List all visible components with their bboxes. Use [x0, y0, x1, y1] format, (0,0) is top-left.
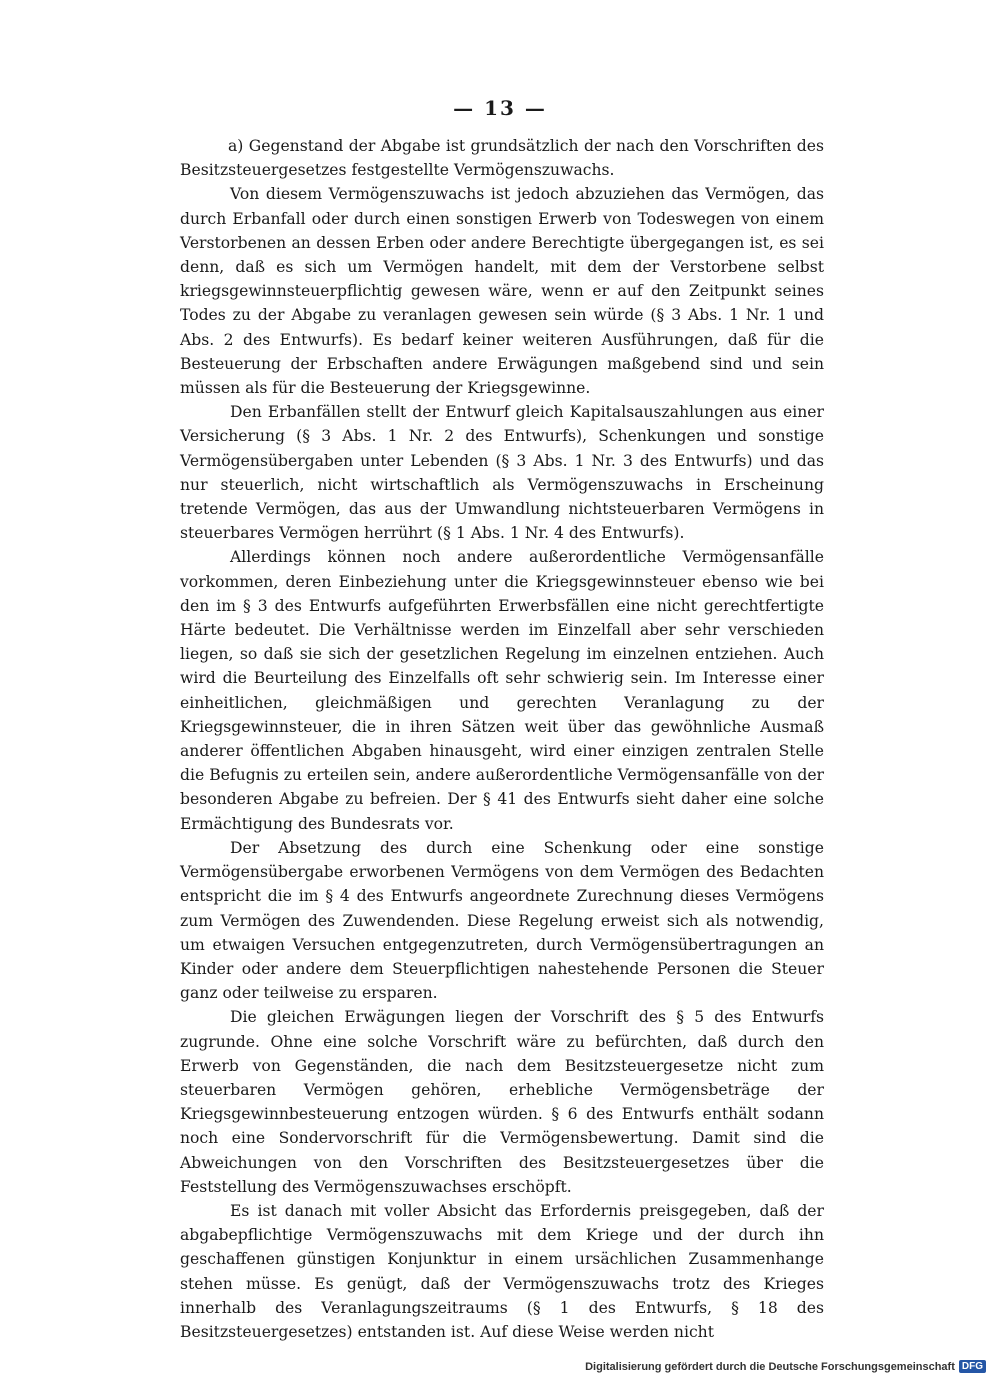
paragraph: Allerdings können noch andere außerordentliche Vermögensanfälle vorkommen, deren Einbeziehung unter die Kriegsgewinnsteuer ebenso wie bei den im § 3 des Entwurfs aufgeführten Erwerbsfällen eine nicht gerechtfertigte Härte bedeutet. Die Verhältnisse werden im Einzelfall aber sehr verschieden liegen, so daß sie sich der gesetzlichen Regelung im einzelnen entziehen. Auch wird die Beurteilung des Einzelfalls oft sehr schwierig sein. Im Interesse einer einheitlichen, gleichmäßigen und gerechten Veranlagung zu der Kriegsgewinnsteuer, die in ihren Sätzen weit über das gewöhnliche Ausmaß anderer öffentlichen Abgaben hinausgeht, wird einer einzigen zentralen Stelle die Befugnis zu erteilen sein, andere außerordentliche Vermögensanfälle von der besonderen Abgabe zu befreien. Der § 41 des Entwurfs sieht daher eine solche Ermächtigung des Bundesrats vor.: [180, 548, 824, 833]
dfg-logo: DFG: [959, 1360, 986, 1373]
digitization-footer: [585, 1360, 986, 1373]
paragraph: Es ist danach mit voller Absicht das Erfordernis preisgegeben, daß der abgabepflichtige Vermögenszuwachs mit dem Kriege und der durch ihn geschaffenen günstigen Konjunktur in einem ursächlichen Zusammenhange stehen müsse. Es genügt, daß der Vermögenszuwachs trotz des Krieges innerhalb des Veranlagungszeitraums (§ 1 des Entwurfs, § 18 des Besitzsteuergesetzes) entstanden ist. Auf diese Weise werden nicht: [180, 1201, 824, 1341]
paragraph: Von diesem Vermögenszuwachs ist jedoch abzuziehen das Vermögen, das durch Erbanfall oder durch einen sonstigen Erwerb von Todeswegen von einem Verstorbenen an dessen Erben oder andere Berechtigte übergegangen ist, es sei denn, daß es sich um Vermögen handelt, mit dem der Verstorbene selbst kriegsgewinnsteuerpflichtig gewesen wäre, wenn er auf den Zeitpunkt seines Todes zu der Abgabe zu veranlagen gewesen sein würde (§ 3 Abs. 1 Nr. 1 und Abs. 2 des Entwurfs). Es bedarf keiner weiteren Ausführungen, daß für die Besteuerung der Erbschaften andere Erwägungen maßgebend sind und sein müssen als für die Besteuerung der Kriegsgewinne.: [180, 185, 824, 398]
paragraph: Den Erbanfällen stellt der Entwurf gleich Kapitalsauszahlungen aus einer Versicherung (§ 3 Abs. 1 Nr. 2 des Entwurfs), Schenkungen und sonstige Vermögensübergaben unter Lebenden (§ 3 Abs. 1 Nr. 3 des Entwurfs) und das nur steuerlich, nicht wirtschaftlich als Vermögenszuwachs in Erscheinung tretende Vermögen, das aus der Umwandlung nichtsteuerbaren Vermögens in steuerbares Vermögen herrührt (§ 1 Abs. 1 Nr. 4 des Entwurfs).: [180, 403, 824, 543]
paragraph: a) Gegenstand der Abgabe ist grundsätzlich der nach den Vorschriften des Besitzsteuergesetzes festgestellte Vermögenszuwachs.: [180, 137, 824, 180]
page-number: — 13 —: [453, 96, 547, 120]
body-text: [180, 134, 824, 1344]
footer-text: Digitalisierung gefördert durch die Deutsche Forschungsgemeinschaft: [585, 1360, 955, 1373]
paragraph: Der Absetzung des durch eine Schenkung oder eine sonstige Vermögensübergabe erworbenen Vermögens von dem Vermögen des Bedachten entspricht die im § 4 des Entwurfs angeordnete Zurechnung dieses Vermögens zum Vermögen des Zuwendenden. Diese Regelung erweist sich als notwendig, um etwaigen Versuchen entgegenzutreten, durch Vermögensübertragungen an Kinder oder andere dem Steuerpflichtigen nahestehende Personen die Steuer ganz oder teilweise zu ersparen.: [180, 838, 824, 1003]
paragraph: Die gleichen Erwägungen liegen der Vorschrift des § 5 des Entwurfs zugrunde. Ohne eine solche Vorschrift wäre zu befürchten, daß durch den Erwerb von Gegenständen, die nach dem Besitzsteuergesetze nicht zum steuerbaren Vermögen gehören, erhebliche Vermögensbeträge der Kriegsgewinnbesteuerung entzogen würden. § 6 des Entwurfs enthält sodann noch eine Sondervorschrift für die Vermögensbewertung. Damit sind die Abweichungen von den Vorschriften des Besitzsteuergesetzes über die Feststellung des Vermögenszuwachses erschöpft.: [180, 1008, 824, 1196]
